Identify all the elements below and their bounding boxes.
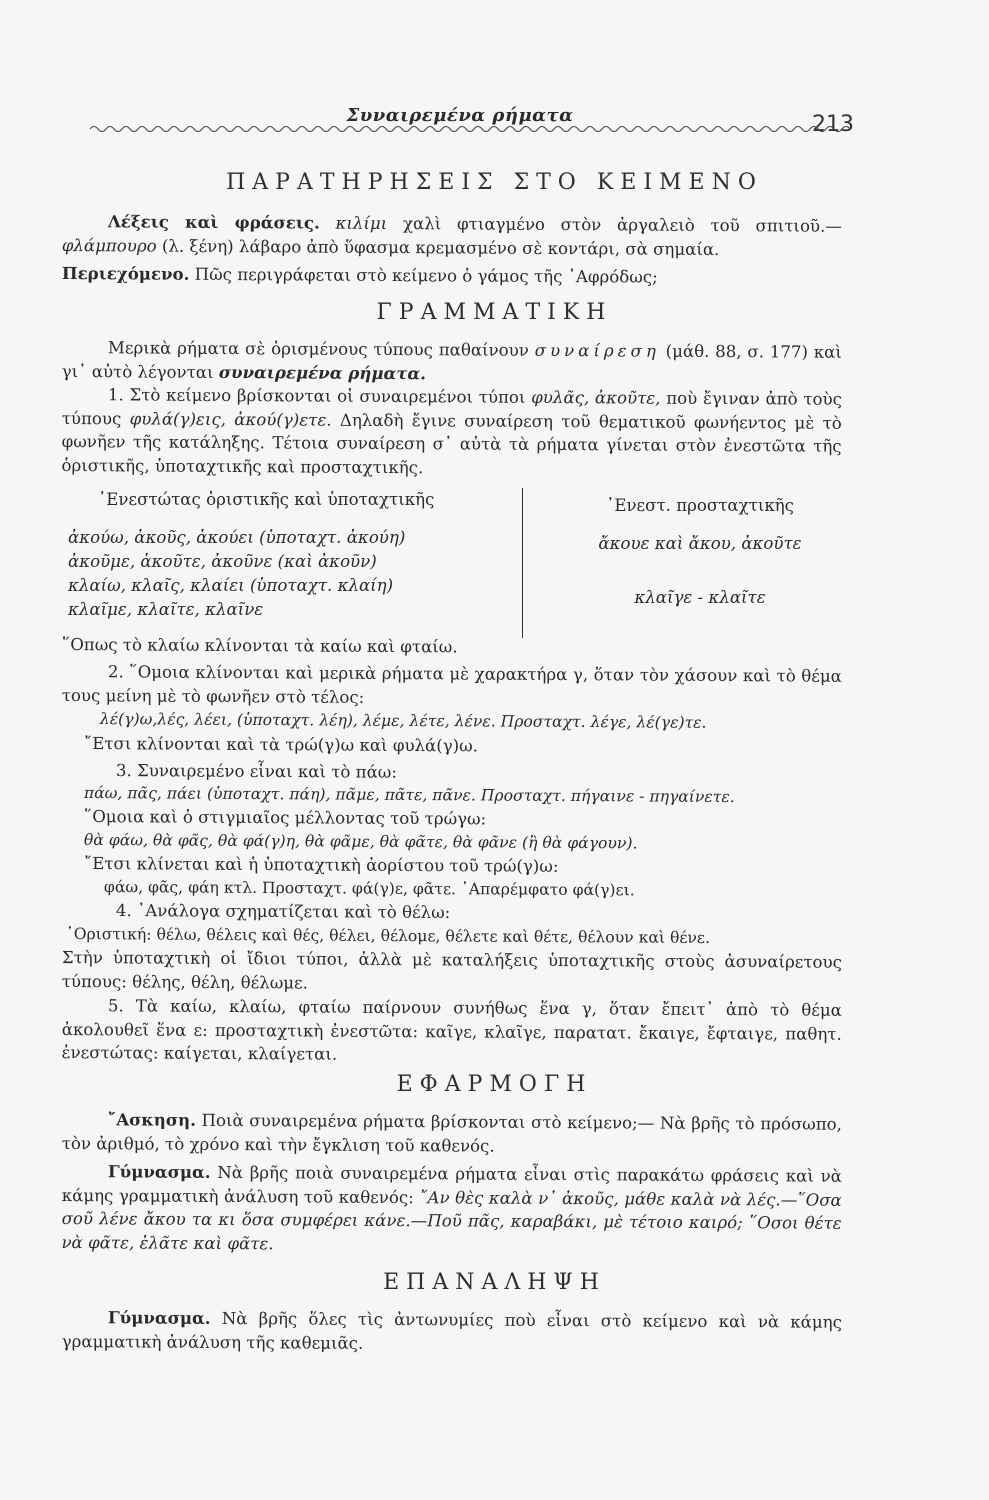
table-right-row-1: ἄκουε καὶ ἄκου, ἀκοῦτε — [598, 534, 802, 553]
example-fao: θὰ φάω, θὰ φᾶς, θὰ φά(γ)η, θὰ φᾶμε, θὰ φᾶτε, θὰ φᾶνε (ἢ θὰ φάγουν). — [83, 830, 638, 853]
forms-p1-b: φυλά(γ)εις, ἀκού(γ)ετε. — [129, 409, 332, 430]
table-right-row-2: κλαῖγε - κλαῖτε — [634, 588, 766, 607]
text-kilimi-def: χαλὶ φτιαγμένο στὸν ἀργαλειὸ τοῦ σπιτιοῦ.— — [387, 213, 842, 236]
heading-observations: ΠΑΡΑΤΗΡΗΣΕΙΣ ΣΤΟ ΚΕΙΜΕΝΟ — [226, 170, 763, 195]
table-divider — [522, 488, 523, 638]
paragraph-rule-3: 3. Συναιρεμένο εἶναι καὶ τὸ πάω: — [115, 760, 398, 782]
text-p1-a: 1. Στὸ κείμενο βρίσκονται οἱ συναιρεμένοι τύποι — [107, 385, 532, 407]
wavy-rule — [90, 122, 850, 136]
text-etsi-2: ῎Ετσι κλίνεται καὶ ἡ ὑποταχτικὴ ἀορίστου τοῦ τρώ(γ)ω: — [83, 853, 559, 876]
table-row-3: κλαίω, κλαῖς, κλαίει (ὑποταχτ. κλαίη) — [68, 576, 394, 595]
text-intro-b: (μάθ. 88, σ. 177) καὶ γι᾿ αὐτὸ λέγονται — [61, 341, 842, 382]
paragraph-opos: ῞Οπως τὸ κλαίω κλίνονται τὰ καίω καὶ φταίω. — [61, 634, 458, 657]
term-synairesi: συναίρεση — [534, 340, 660, 361]
text-omoia: ῞Ομοια καὶ ὁ στιγμιαῖος μέλλοντας τοῦ τρώγω: — [83, 806, 487, 829]
paragraph-periexomeno — [62, 262, 842, 290]
example-fao-2: φάω, φᾶς, φάη κτλ. Προσταχτ. φά(γ)ε, φᾶτε. ᾿Απαρέμφατο φά(γ)ει. — [103, 877, 635, 900]
table-row-1: ἀκούω, ἀκοῦς, ἀκούει (ὑποταχτ. ἀκούη) — [68, 528, 406, 547]
paragraph-rule-4: 4. ᾿Ανάλογα σχηματίζεται καὶ τὸ θέλω: — [115, 900, 451, 923]
text-etsi-1: ῎Ετσι κλίνονται καὶ τὰ τρώ(γ)ω καὶ φυλά(γ)ω. — [83, 733, 479, 756]
paragraph-rule-2: 2. ῞Ομοια κλίνονται καὶ μερικὰ ρήματα μὲ χαρακτήρα γ, ὅταν τὸν χάσουν καὶ τὸ θέμα τους μείνη μὲ τὸ φωνῆεν στὸ τέλος: — [61, 662, 842, 707]
example-pao: πάω, πᾶς, πάει (ὑποταχτ. πάη), πᾶμε, πᾶτε, πᾶνε. Προσταχτ. πήγαινε - πηγαίνετε. — [83, 783, 735, 806]
paragraph-rule-5: 5. Τὰ καίω, κλαίω, φταίω παίρνουν συνήθως ἕνα γ, ὅταν ἔπειτ᾿ ἀπὸ τὸ θέμα ἀκολουθεῖ ἕνα ε: προσταχτικὴ ἐνεστῶτα: καῖγε, κλαῖγε, παρατατ. ἔκαιγε, ἔφταιγε, παθητ. ἐνεστώτας: καίγεται, κλαίγεται. — [61, 996, 842, 1064]
text-thelo-ypotaktiki: Στὴν ὑποταχτικὴ οἱ ἴδιοι τύποι, ἀλλὰ μὲ καταλήξεις ὑποταχτικῆς στοὺς ἀσυναίρετους τύπους: θέλης, θέλη, θέλωμε. — [61, 947, 842, 993]
paragraph-grammar-intro — [62, 336, 842, 388]
text-askisi: Ποιὰ συναιρεμένα ρήματα βρίσκονται στὸ κείμενο;— Νὰ βρῆς τὸ πρόσωπο, τὸν ἀριθμό, τὸ χρόνο καὶ τὴν ἔγκλιση τοῦ καθενός. — [61, 1110, 842, 1156]
label-askisi: ῎Ασκηση. — [107, 1109, 196, 1130]
word-flambouro: φλάμπουρο — [61, 235, 157, 256]
paragraph-rule-1 — [61, 383, 842, 482]
page-number: 213 — [812, 112, 854, 137]
label-gymnasma-2: Γύμνασμα. — [107, 1307, 211, 1328]
label-periexomeno: Περιεχόμενο. — [61, 262, 190, 284]
quote-gymnasma-1: ῎Αν θὲς καλὰ ν᾿ ἀκοῦς, μάθε καλὰ νὰ λές.—῞Οσα σοῦ λένε ἄκου τα κι ὅσα συμφέρει κάνε.—Ποῦ πᾶς, καραβάκι, μὲ τέτοιο καιρό; ῞Οσοι θέτε νὰ φᾶτε, ἐλᾶτε καὶ φᾶτε. — [61, 1187, 842, 1254]
paragraph-lexeis — [62, 210, 842, 262]
text-periexomeno: Πῶς περιγράφεται στὸ κείμενο ὁ γάμος τῆς ᾿Αφρόδως; — [189, 264, 658, 287]
term-synairemena: συναιρεμένα ρήματα. — [218, 361, 427, 383]
paragraph-exercise — [62, 1108, 842, 1160]
text-intro-a: Μερικὰ ρήματα σὲ ὁρισμένους τύπους παθαίνουν — [107, 338, 535, 360]
text-p1-b: ποὺ ἔγιναν ἀπὸ τοὺς τύπους — [61, 388, 842, 429]
label-lexeis: Λέξεις καὶ φράσεις. — [107, 211, 320, 233]
heading-grammar: ΓΡΑΜΜΑΤΙΚΗ — [376, 300, 613, 325]
table-left-column — [68, 488, 508, 622]
forms-p1-a: φυλᾶς, ἀκοῦτε, — [531, 387, 661, 408]
example-thelo: ῾Οριστική: θέλω, θέλεις καὶ θές, θέλει, θέλομε, θέλετε καὶ θέτε, θέλουν καὶ θένε. — [65, 924, 711, 947]
running-header-title: Συναιρεμένα ρήματα — [346, 105, 574, 126]
text-gymnasma-1: Νὰ βρῆς ποιὰ συναιρεμένα ρήματα εἶναι στὶς παρακάτω φράσεις καὶ νὰ κάμης γραμματικὴ ἀνάλυση τοῦ καθενός: — [61, 1162, 842, 1207]
word-kilimi: κιλίμι — [335, 213, 388, 233]
table-right-column — [545, 494, 855, 610]
label-gymnasma-1: Γύμνασμα. — [107, 1161, 211, 1182]
heading-review: ΕΠΑΝΑΛΗΨΗ — [383, 1270, 606, 1295]
text-gymnasma-2: Νὰ βρῆς ὅλες τὶς ἀντωνυμίες ποὺ εἶναι στὸ κείμενο καὶ νὰ κάμης γραμματικὴ ἀνάλυση τῆς καθεμιᾶς. — [61, 1308, 842, 1353]
table-row-4: κλαῖμε, κλαῖτε, κλαῖνε — [68, 600, 264, 619]
paragraph-drill — [61, 1160, 842, 1259]
table-right-header: ᾿Ενεστ. προσταχτικῆς — [606, 496, 794, 515]
example-lego: λέ(γ)ω,λές, λέει, (ὑποταχτ. λέη), λέμε, λέτε, λένε. Προσταχτ. λέγε, λέ(γε)τε. — [99, 709, 707, 732]
table-row-2: ἀκοῦμε, ἀκοῦτε, ἀκοῦνε (καὶ ἀκοῦν) — [68, 552, 377, 571]
heading-application: ΕΦΑΡΜΟΓΗ — [396, 1072, 593, 1097]
table-left-header: ᾿Ενεστώτας ὁριστικῆς καὶ ὑποταχτικῆς — [98, 490, 435, 509]
paragraph-review-drill — [62, 1306, 842, 1358]
text-p1-c: Δηλαδὴ ἔγινε συναίρεση τοῦ θεματικοῦ φωνήεντος μὲ τὸ φωνῆεν τῆς κατάληξης. Τέτοια συναίρεση σ᾿ αὐτὰ τὰ ρήματα γίνεται στὸν ἐνεστῶτα τῆς ὁριστικῆς, ὑποταχτικῆς καὶ προσταχτικῆς. — [61, 410, 842, 477]
text-flambouro-def: (λ. ξένη) λάβαρο ἀπὸ ὕφασμα κρεμασμένο σὲ κοντάρι, σὰ σημαία. — [156, 236, 720, 259]
